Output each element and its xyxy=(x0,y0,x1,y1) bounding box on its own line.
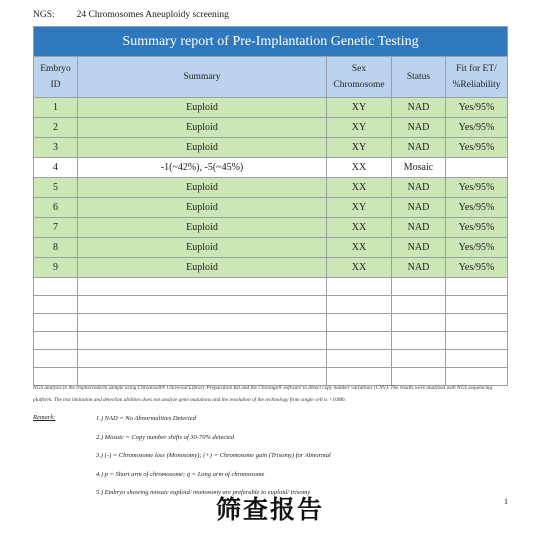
column-header-summary xyxy=(78,57,327,98)
table-row xyxy=(34,198,508,218)
column-header-line1: Embryo xyxy=(40,64,71,74)
empty-table-row xyxy=(34,350,508,368)
embryo-id-cell: 3 xyxy=(34,138,78,158)
fit-cell: Yes/95% xyxy=(446,118,508,138)
summary-cell: Euploid xyxy=(78,118,327,138)
column-header-line1: Summary xyxy=(183,72,221,82)
remark-item: 3.) (-) = Chromosome loss (Monosomy); (+) = Chromosome gain (Trisomy) for Abnormal xyxy=(96,452,331,459)
fit-cell: Yes/95% xyxy=(446,198,508,218)
table-row xyxy=(34,258,508,278)
empty-cell xyxy=(34,296,78,314)
empty-cell xyxy=(34,332,78,350)
embryo-id-cell: 7 xyxy=(34,218,78,238)
empty-cell xyxy=(446,332,508,350)
summary-cell: -1(~42%), -5(~45%) xyxy=(78,158,327,178)
fit-cell: Yes/95% xyxy=(446,258,508,278)
column-header-line2: Chromosome xyxy=(333,80,385,90)
status-cell: NAD xyxy=(392,138,446,158)
status-cell: NAD xyxy=(392,98,446,118)
sex-cell: XX xyxy=(327,178,392,198)
remark-item: 2.) Mosaic = Copy number shifts of 30-70% detected xyxy=(96,433,235,441)
column-header-sex-chromosome xyxy=(327,57,392,98)
table-row xyxy=(34,218,508,238)
column-header-line1: Fit for ET/ xyxy=(456,64,497,74)
empty-cell xyxy=(446,314,508,332)
sex-cell: XX xyxy=(327,158,392,178)
empty-cell xyxy=(78,296,327,314)
empty-table-row xyxy=(34,314,508,332)
sex-cell: XY xyxy=(327,118,392,138)
empty-cell xyxy=(392,350,446,368)
column-header-line1: Sex xyxy=(351,64,367,74)
status-cell: NAD xyxy=(392,258,446,278)
empty-cell xyxy=(327,314,392,332)
empty-cell xyxy=(78,314,327,332)
test-type-line xyxy=(33,10,229,20)
status-cell: NAD xyxy=(392,198,446,218)
sex-cell: XY xyxy=(327,198,392,218)
empty-cell xyxy=(327,350,392,368)
remark-item: 5.) Embryo showing mosaic euploid/ monosomy are preferable to euploid/ trisomy xyxy=(96,489,311,496)
fit-cell: Yes/95% xyxy=(446,238,508,258)
empty-table-row xyxy=(34,296,508,314)
summary-cell: Euploid xyxy=(78,258,327,278)
embryo-id-cell: 6 xyxy=(34,198,78,218)
embryo-id-cell: 2 xyxy=(34,118,78,138)
table-row xyxy=(34,238,508,258)
sex-cell: XY xyxy=(327,98,392,118)
embryo-id-cell: 1 xyxy=(34,98,78,118)
status-cell: NAD xyxy=(392,178,446,198)
empty-table-row xyxy=(34,278,508,296)
summary-cell: Euploid xyxy=(78,218,327,238)
remark-item: 1.) NAD = No Abnormalities Detected xyxy=(96,415,196,422)
empty-cell xyxy=(446,278,508,296)
test-name: 24 Chromosomes Aneuploidy screening xyxy=(76,10,229,20)
status-cell: NAD xyxy=(392,218,446,238)
summary-cell: Euploid xyxy=(78,198,327,218)
fit-cell: Yes/95% xyxy=(446,218,508,238)
pgt-summary-table xyxy=(33,26,508,386)
column-header-fit-reliability xyxy=(446,57,508,98)
remark-item: 4.) p = Short arm of chromosome; q = Long arm of chromosome xyxy=(96,470,265,478)
remark-label: Remark: xyxy=(33,414,56,421)
report-title-chinese: 筛查报告 xyxy=(215,495,324,524)
fit-cell: Yes/95% xyxy=(446,178,508,198)
empty-table-row xyxy=(34,332,508,350)
ngs-label: NGS: xyxy=(33,10,55,20)
status-cell: NAD xyxy=(392,238,446,258)
column-header-status xyxy=(392,57,446,98)
column-header-embryo-id xyxy=(34,57,78,98)
column-header-line2: ID xyxy=(50,80,61,90)
empty-cell xyxy=(34,350,78,368)
table-title: Summary report of Pre-Implantation Genetic Testing xyxy=(34,27,508,57)
fit-cell: Yes/95% xyxy=(446,98,508,118)
empty-cell xyxy=(392,278,446,296)
embryo-id-cell: 9 xyxy=(34,258,78,278)
embryo-id-cell: 8 xyxy=(34,238,78,258)
sex-cell: XX xyxy=(327,218,392,238)
table-row xyxy=(34,118,508,138)
empty-cell xyxy=(34,314,78,332)
summary-cell: Euploid xyxy=(78,138,327,158)
summary-cell: Euploid xyxy=(78,238,327,258)
empty-cell xyxy=(392,314,446,332)
empty-cell xyxy=(446,296,508,314)
embryo-id-cell: 5 xyxy=(34,178,78,198)
column-header-line2: %Reliability xyxy=(452,80,501,90)
empty-cell xyxy=(327,296,392,314)
column-header-line1: Status xyxy=(406,72,431,82)
status-cell: NAD xyxy=(392,118,446,138)
table-row xyxy=(34,138,508,158)
empty-cell xyxy=(78,332,327,350)
empty-cell xyxy=(34,278,78,296)
empty-cell xyxy=(392,332,446,350)
table-row xyxy=(34,178,508,198)
summary-cell: Euploid xyxy=(78,98,327,118)
table-row xyxy=(34,98,508,118)
status-cell: Mosaic xyxy=(392,158,446,178)
sex-cell: XY xyxy=(327,138,392,158)
empty-cell xyxy=(327,332,392,350)
fit-cell: Yes/95% xyxy=(446,138,508,158)
sex-cell: XX xyxy=(327,258,392,278)
empty-cell xyxy=(78,350,327,368)
empty-cell xyxy=(392,296,446,314)
summary-cell: Euploid xyxy=(78,178,327,198)
empty-cell xyxy=(446,350,508,368)
empty-cell xyxy=(78,278,327,296)
sex-cell: XX xyxy=(327,238,392,258)
empty-cell xyxy=(327,278,392,296)
method-footnote: NGS analysis to the trophectoderm sample using Chromisolt® Universal Library Preparation Kit and the Chromgo® software to detect copy number variations (CNV). The results were analyzed with NGS sequencing platform. The test limitation and detection abilities does not analyze gene mutations and the resolution of the technology from single cell is >10Mb. xyxy=(33,385,493,403)
fit-cell xyxy=(446,158,508,178)
page-number: 1 xyxy=(504,497,508,506)
column-header-row xyxy=(34,57,508,98)
table-row xyxy=(34,158,508,178)
embryo-id-cell: 4 xyxy=(34,158,78,178)
